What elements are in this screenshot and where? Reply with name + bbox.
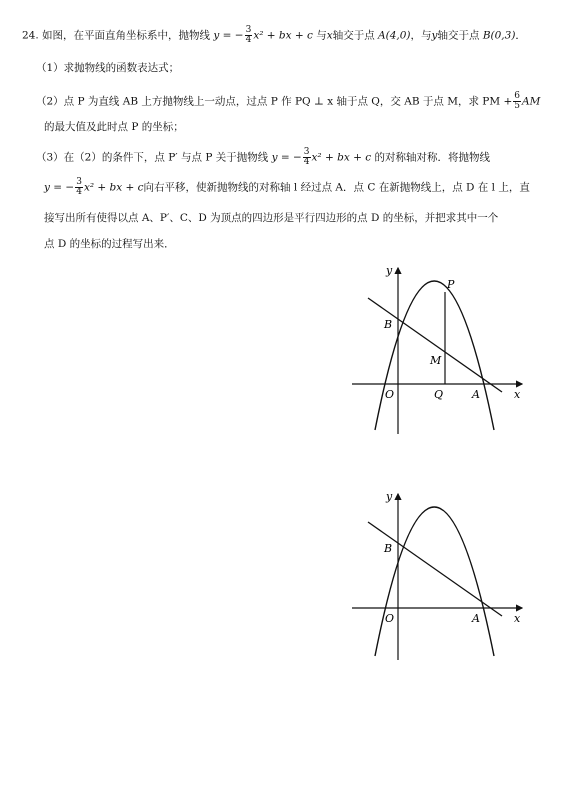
question-2-am: AM [522, 95, 541, 108]
label-b: B [384, 318, 393, 331]
question-3-line2 [44, 178, 553, 197]
question-2-continued: 的最大值及此时点 P 的坐标； [44, 121, 184, 133]
parabola-curve [375, 507, 494, 656]
label-y: y [386, 490, 393, 503]
parabola-eq-lhs: y = − [213, 29, 244, 42]
label-x: x [514, 388, 521, 401]
intro-text-e: 轴交于点 [437, 29, 480, 42]
label-o: O [385, 388, 395, 401]
q3-fraction2-3-4: $\frac{3}{4}$ [76, 177, 82, 197]
label-x: x [514, 612, 521, 625]
point-b-coord: B(0,3) [482, 29, 516, 42]
figure-2-graph [350, 488, 530, 663]
question-3-line4: 点 D 的坐标的过程写出来． [44, 238, 175, 250]
intro-text-a: 如图，在平面直角坐标系中，抛物线 [42, 29, 211, 42]
question-3-text-a: （3）在（2）的条件下，点 P′ 与点 P 关于抛物线 [36, 151, 269, 164]
intro-text-b: 与 [316, 29, 327, 42]
point-a-coord: A(4,0) [378, 29, 411, 42]
var-y: y [431, 29, 438, 42]
label-m: M [430, 354, 442, 367]
label-a: A [472, 388, 480, 401]
q3-eq-lhs: y = − [271, 151, 302, 164]
label-p: P [447, 278, 455, 291]
label-q: Q [434, 388, 444, 401]
parabola-eq-rhs: x² + bx + c [253, 29, 313, 42]
label-a: A [472, 612, 480, 625]
q3-fraction-3-4: $\frac{3}{4}$ [303, 147, 310, 167]
problem-number: 24. [22, 29, 39, 42]
label-y: y [386, 264, 393, 277]
q3-eq-rhs: x² + bx + c [311, 151, 372, 164]
line-ab [368, 522, 502, 616]
figure-1-graph [350, 262, 530, 437]
question-3-line1 [36, 148, 553, 167]
line-ab [368, 298, 502, 392]
q3-eq2-rhs: x² + bx + c [83, 181, 144, 194]
fraction-6-5: $\frac{6}{5}$ [514, 91, 520, 111]
question-3-text-c: 向右平移，使新抛物线的对称轴 l 经过点 A．点 C 在新抛物线上，点 D 在 l 上，直 [143, 181, 530, 194]
question-3-line3: 接写出所有使得以点 A、P′、C、D 为顶点的四边形是平行四边形的点 D 的坐标，并把求其中一个 [44, 212, 499, 224]
fraction-3-4: $\frac{3}{4}$ [245, 25, 252, 45]
question-3-text-b: 的对称轴对称．将抛物线 [374, 151, 490, 164]
var-x: x [326, 29, 333, 42]
intro-end: ． [515, 29, 526, 42]
question-1: （1）求抛物线的函数表达式； [36, 62, 180, 74]
label-b: B [384, 542, 393, 555]
question-2-line [36, 92, 553, 111]
problem-intro-line [22, 26, 553, 45]
intro-text-d: ，与 [410, 29, 432, 42]
intro-text-c: 轴交于点 [332, 29, 375, 42]
label-o: O [385, 612, 395, 625]
q3-eq2-lhs: y = − [44, 181, 75, 194]
question-2-text: （2）点 P 为直线 AB 上方抛物线上一动点，过点 P 作 PQ ⊥ x 轴于点 Q，交 AB 于点 M，求 PM + [36, 95, 513, 108]
